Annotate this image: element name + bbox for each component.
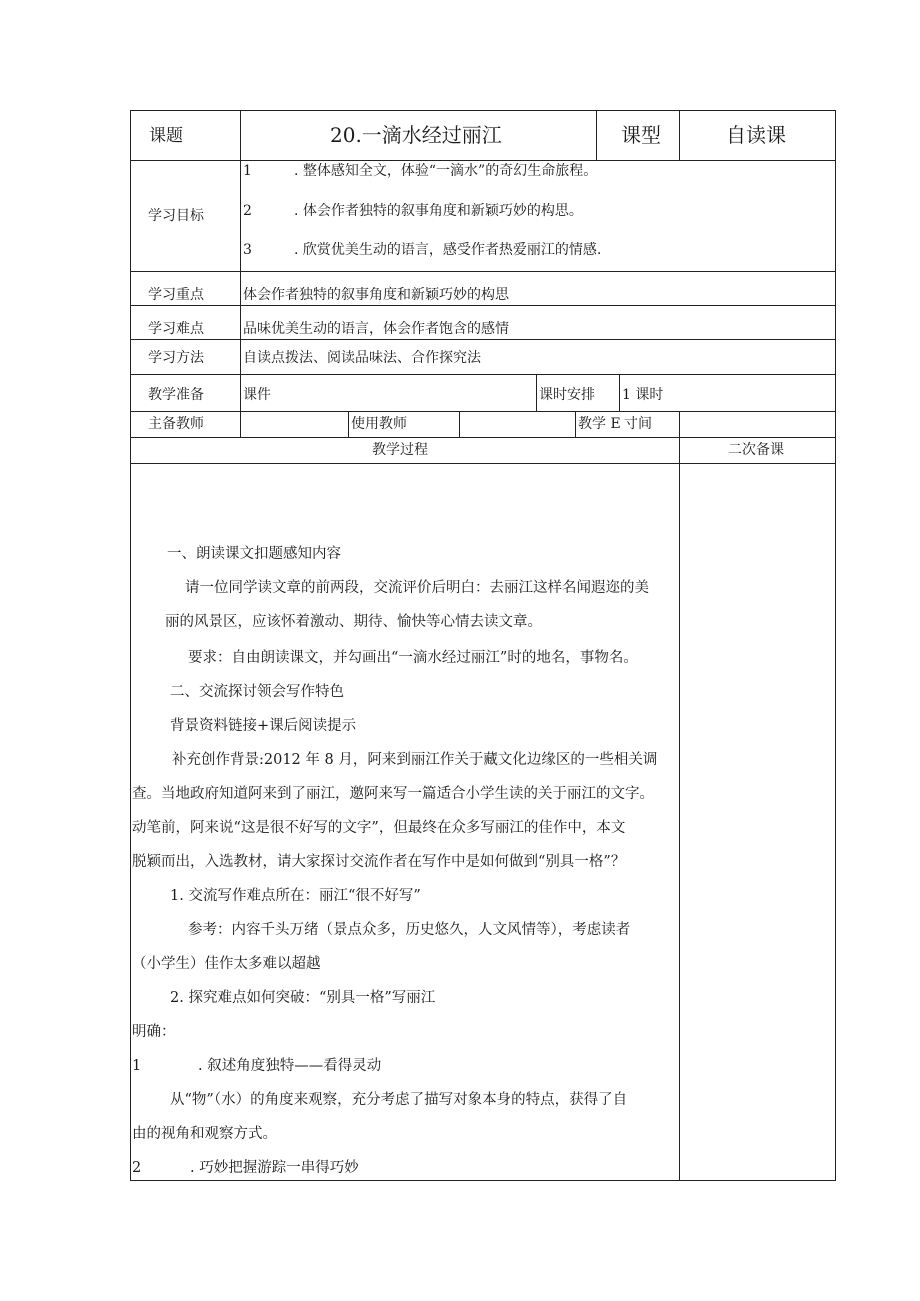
teaching-time-label-cont: 寸间 [624, 416, 652, 432]
schedule-label: 课时安排 [539, 387, 595, 403]
table-border [130, 437, 836, 438]
table-border [536, 374, 537, 411]
table-border [130, 374, 836, 375]
point-number: 2 [132, 1160, 142, 1176]
point-number: 1 [132, 1058, 142, 1074]
paragraph-line: 脱颖而出，入选教材，请大家探讨交流作者在写作中是如何做到“别具一格”？ [132, 854, 626, 870]
table-border [679, 437, 680, 1181]
paragraph-line: 动笔前，阿来说“这是很不好写的文字”，但最终在众多写丽江的佳作中，本文 [132, 820, 626, 836]
clarify-label: 明确： [132, 1024, 176, 1040]
table-border [130, 411, 836, 412]
table-border [596, 110, 597, 160]
goal-number: 3 [243, 242, 252, 258]
section-title: 二、交流探讨领会写作特色 [170, 684, 344, 700]
paragraph-line: 查。当地政府知道阿来到了丽江，邀阿来写一篇适合小学生读的关于丽江的文字。 [132, 786, 654, 802]
paragraph-line: 补充创作背景:2012 年 8 月，阿来到丽江作关于藏文化边缘区的一些相关调 [172, 752, 658, 768]
user-teacher-label: 使用教师 [351, 416, 407, 432]
table-border [130, 160, 836, 161]
paragraph-line: 丽的风景区，应该怀着激动、期待、愉快等心情去读文章。 [165, 614, 542, 630]
goals-label: 学习目标 [148, 208, 204, 224]
prep-value: 课件 [243, 387, 271, 403]
table-border [679, 110, 680, 160]
table-border [619, 374, 620, 411]
teaching-time-label: 教学 E [578, 416, 621, 432]
section-title: 一、朗读课文扣题感知内容 [167, 546, 341, 562]
table-border [130, 463, 836, 464]
point-text: . 巧妙把握游踪一串得巧妙 [190, 1160, 359, 1176]
table-border [130, 339, 836, 340]
process-label: 教学过程 [372, 442, 428, 458]
method-value: 自读点拨法、阅读品味法、合作探究法 [243, 350, 481, 366]
table-border [679, 411, 680, 437]
paragraph-line: 由的视角和观察方式。 [132, 1126, 277, 1142]
table-border [348, 411, 349, 437]
table-border [130, 110, 131, 1181]
topic-value: 20.一滴水经过丽江 [330, 123, 502, 147]
table-border [575, 411, 576, 437]
table-border [130, 1180, 836, 1181]
focus-label: 学习重点 [148, 287, 204, 303]
paragraph-line: 请一位同学读文章的前两段，交流评价后明白：去丽江这样名闻遐迩的美 [185, 580, 649, 596]
lesson-type-label: 课型 [621, 123, 661, 147]
table-border [459, 411, 460, 437]
subheading: 背景资料链接+课后阅读提示 [170, 718, 357, 734]
goal-text: . 欣赏优美生动的语言，感受作者热爱丽江的情感. [294, 242, 602, 258]
focus-value: 体会作者独特的叙事角度和新颖巧妙的构思 [243, 287, 509, 303]
difficulty-value: 品味优美生动的语言，体会作者饱含的感情 [243, 321, 509, 337]
table-border [835, 110, 836, 1181]
topic-label: 课题 [149, 126, 183, 146]
paragraph-line: 参考：内容千头万绪（景点众多，历史悠久，人文风情等），考虑读者 [188, 922, 631, 938]
goal-text: . 体会作者独特的叙事角度和新颖巧妙的构思。 [294, 203, 583, 219]
paragraph-line: 从“物”（水）的角度来观察，充分考虑了描写对象本身的特点，获得了自 [170, 1092, 628, 1108]
method-label: 学习方法 [148, 350, 204, 366]
table-border [130, 271, 836, 272]
question-line: 2. 探究难点如何突破：“别具一格”写丽江 [170, 990, 436, 1006]
paragraph-line: 要求：自由朗读课文，并勾画出“一滴水经过丽江”时的地名，事物名。 [188, 650, 638, 666]
prep-label: 教学准备 [148, 387, 204, 403]
point-text: . 叙述角度独特——看得灵动 [198, 1058, 382, 1074]
question-line: 1. 交流写作难点所在：丽江“很不好写” [170, 888, 421, 904]
lead-teacher-label: 主备教师 [148, 416, 204, 432]
schedule-value: 1 课时 [622, 387, 664, 403]
table-border [130, 305, 836, 306]
table-border [240, 110, 241, 437]
second-prep-label: 二次备课 [728, 442, 784, 458]
paragraph-line: （小学生）佳作太多难以超越 [132, 956, 321, 972]
goal-text: . 整体感知全文，体验“一滴水”的奇幻生命旅程。 [294, 163, 598, 179]
difficulty-label: 学习难点 [148, 321, 204, 337]
goal-number: 2 [243, 203, 252, 219]
table-border [130, 110, 836, 111]
lesson-type-value: 自读课 [726, 123, 786, 147]
goal-number: 1 [243, 163, 252, 179]
